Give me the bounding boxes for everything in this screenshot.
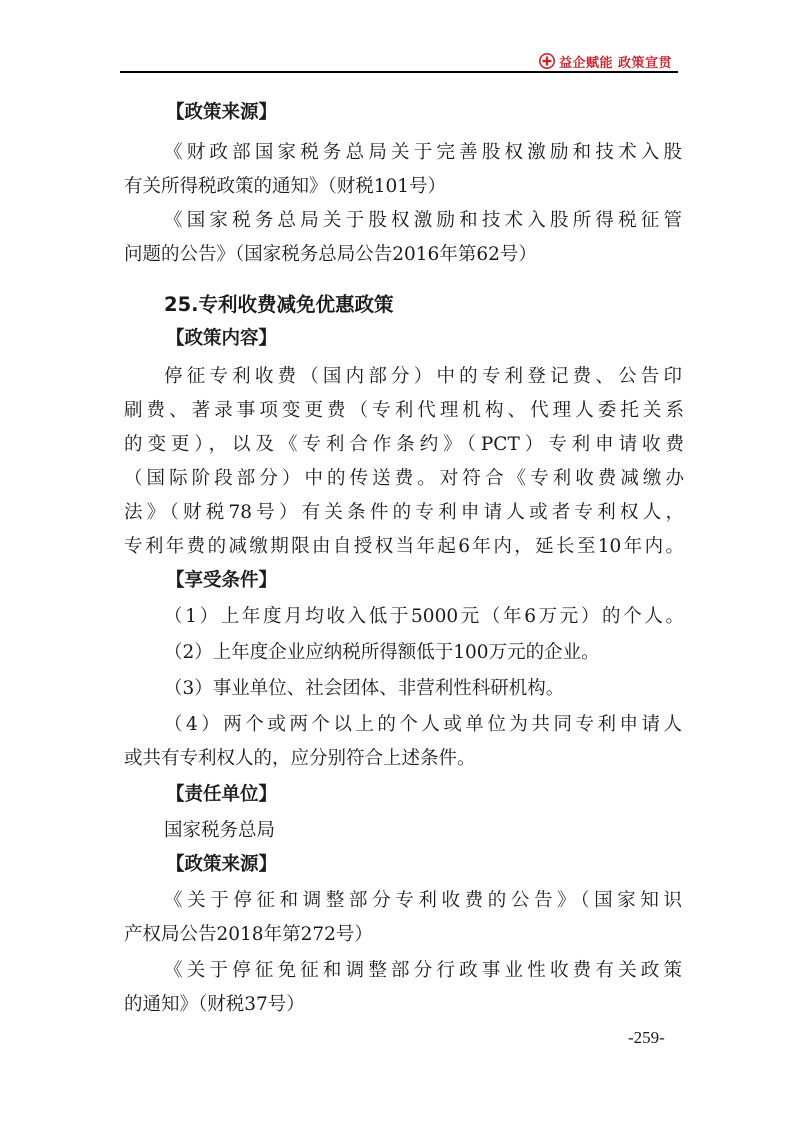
paragraph-line: 有关所得税政策的通知》（财税101号） [124, 176, 447, 197]
condition-item: （2）上年度企业应纳税所得额低于100万元的企业。 [164, 642, 600, 663]
condition-item: 或共有专利权人的，应分别符合上述条件。 [124, 748, 476, 769]
paragraph-line: （国际阶段部分）中的传送费。对符合《专利收费减缴办 [124, 468, 684, 489]
paragraph-line: 问题的公告》（国家税务总局公告2016年第62号） [124, 244, 537, 265]
section-heading: 【享受条件】 [166, 570, 278, 591]
policy-title: 25.专利收费减免优惠政策 [164, 293, 394, 316]
section-heading: 【政策来源】 [166, 102, 278, 123]
paragraph-line: 产权局公告2018年第272号） [124, 924, 373, 945]
section-heading: 【政策内容】 [166, 328, 278, 349]
paragraph-line: 专利年费的减缴期限由自授权当年起6年内，延长至10年内。 [124, 536, 684, 557]
section-heading: 【责任单位】 [166, 784, 278, 805]
section-heading: 【政策来源】 [166, 854, 278, 875]
paragraph-line: 的通知》（财税37号） [124, 994, 305, 1015]
condition-item: （1）上年度月均收入低于5000元（年6万元）的个人。 [164, 606, 684, 627]
responsible-unit: 国家税务总局 [164, 820, 276, 841]
condition-item: （3）事业单位、社会团体、非营利性科研机构。 [164, 678, 565, 699]
page-header [120, 44, 678, 74]
paragraph-line: 《关于停征和调整部分专利收费的公告》（国家知识 [164, 890, 682, 911]
paragraph-line: 《财政部国家税务总局关于完善股权激励和技术入股 [164, 142, 682, 163]
paragraph-line: 停征专利收费（国内部分）中的专利登记费、公告印 [164, 366, 682, 387]
brand-logo-icon [539, 53, 555, 69]
paragraph-line: 法》（财税78号）有关条件的专利申请人或者专利权人， [124, 502, 684, 523]
paragraph-line: 的变更），以及《专利合作条约》（PCT）专利申请收费 [124, 434, 684, 455]
paragraph-line: 《关于停征免征和调整部分行政事业性收费有关政策 [164, 960, 682, 981]
header-divider [120, 71, 678, 73]
brand-logo-group [539, 52, 672, 70]
brand-text: 益企赋能 政策宣贯 [558, 55, 672, 71]
paragraph-line: 《国家税务总局关于股权激励和技术入股所得税征管 [164, 210, 682, 231]
page-number: -259- [628, 1028, 665, 1047]
paragraph-line: 刷费、著录事项变更费（专利代理机构、代理人委托关系 [124, 400, 684, 421]
condition-item: （4）两个或两个以上的个人或单位为共同专利申请人 [164, 714, 682, 735]
